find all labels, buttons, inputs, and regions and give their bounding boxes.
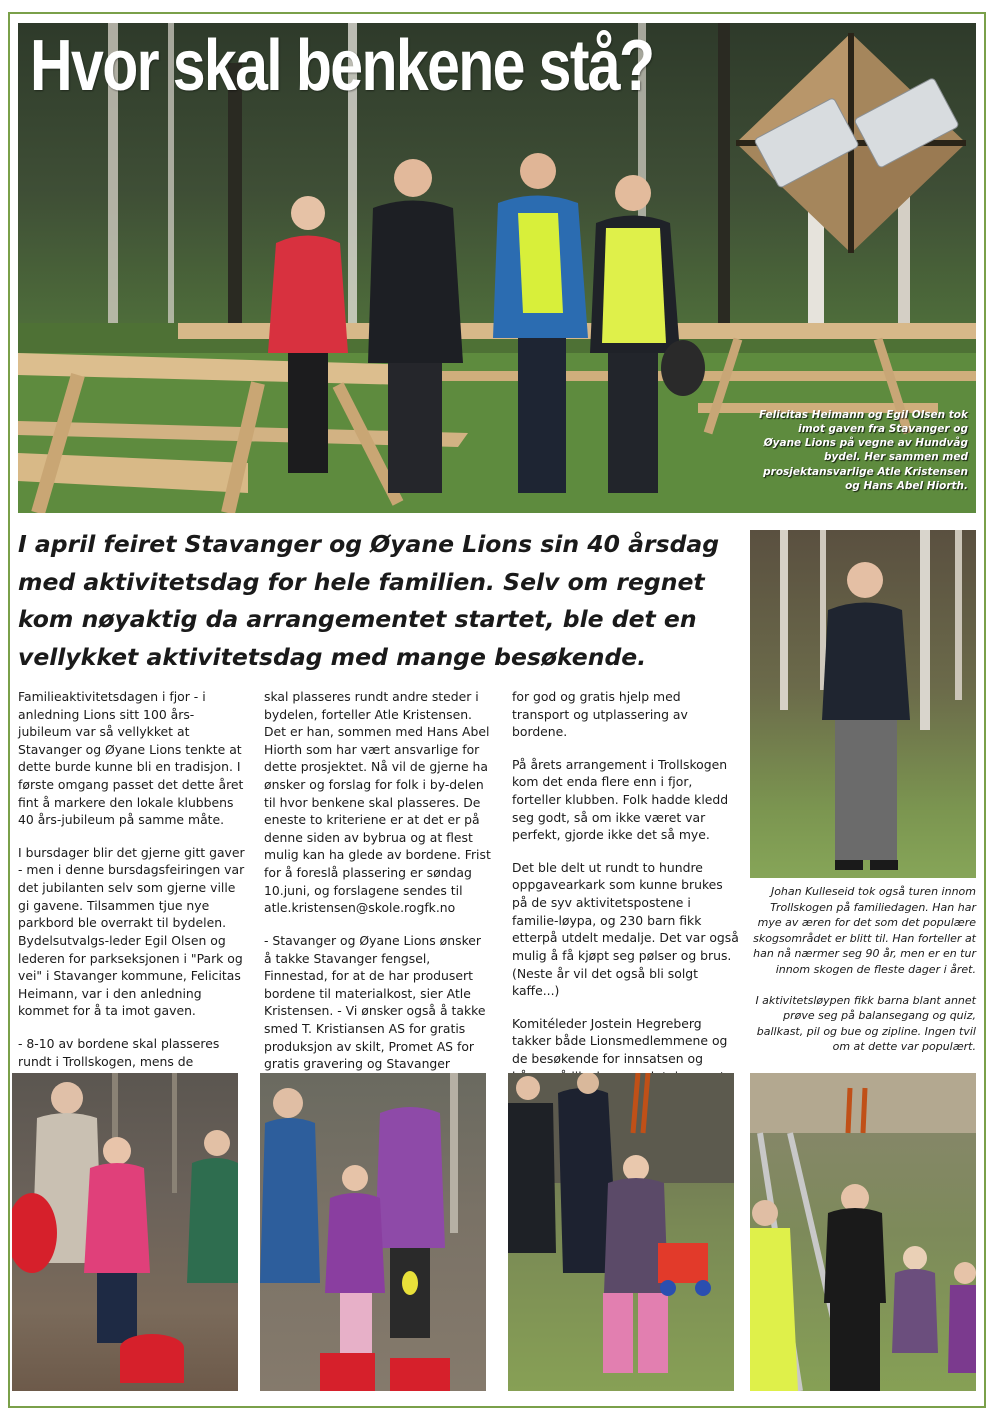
- side-caption-paragraph: I aktivitetsløypen fikk barna blant annet prøve seg på balansegang og quiz, ballkast, pil og bue og zipline. Ingen tvil om at dette var populært.: [755, 993, 976, 1054]
- photo-illustration: [12, 1073, 238, 1391]
- photo-children-beanbag-toss: [260, 1073, 486, 1391]
- side-caption: [752, 884, 976, 1070]
- body-column-2: [264, 688, 492, 1105]
- paragraph: for god og gratis hjelp med transport og utplassering av bordene.: [512, 689, 688, 740]
- hero-photo: [18, 23, 976, 513]
- paragraph: Det ble delt ut rundt to hundre oppgavearkark som kunne brukes på de syv aktivitetspostene i familie-løypa, og 230 barn fikk etterpå utdelt medalje. Det var også mulig å få kjøpt seg pølser og brus. (Neste år vil det også bli solgt kaffe...): [512, 859, 739, 999]
- photo-children-ball-throw: [12, 1073, 238, 1391]
- photo-child-zipline: [508, 1073, 734, 1391]
- paragraph: I bursdager blir det gjerne gitt gaver - men i denne bursdagsfeiringen var det jubilanten selv som gjerne ville gi gavene. Tilsammen tjue nye parkbord ble overrakt til bydelen. Bydelsutvalgs-leder Egil Olsen og lederen for parkseksjonen i "Park og vei" i Stavanger kommune, Felicitas Heimann, var i den anledning kommet for å ta imot gaven.: [18, 844, 245, 1019]
- photo-illustration: [260, 1073, 486, 1391]
- body-column-3: [512, 688, 740, 1118]
- side-photo-illustration: [750, 530, 976, 878]
- body-column-1: [18, 688, 246, 1103]
- paragraph: - Stavanger og Øyane Lions ønsker å takke Stavanger fengsel, Finnestad, for at de har produsert bordene til materialkost, sier Atle Kristensen. - Vi ønsker også å takke smed T. Kristiansen AS for gratis produksjon av skilt, Promet AS for gratis gravering og Stavanger: [264, 932, 486, 1072]
- photo-child-zipline-ladder: [750, 1073, 976, 1391]
- hero-caption: Felicitas Heimann og Egil Olsen tok imot gaven fra Stavanger og Øyane Lions på vegne av Hundvåg bydel. Her sammen med prosjektansvarlige Atle Kristensen og Hans Abel Hiorth.: [759, 408, 968, 492]
- paragraph: Komitéleder Jostein Hegreberg takker både Lionsmedlemmene og de besøkende for innsatsen og: [512, 1015, 728, 1066]
- side-caption-paragraph: Johan Kulleseid tok også turen innom Trollskogen på familiedagen. Han har mye av æren for det som det populære skogsområdet er blitt til. Han forteller at han nå nærmer seg 90 år, men er en tur innom skogen de fleste dager i året.: [753, 885, 976, 977]
- paragraph: Familieaktivitetsdagen i fjor - i anledning Lions sitt 100 års-jubileum var så vellykket at Stavanger og Øyane Lions tenkte at dette burde kunne bli en tradisjon. I første omgang passet det dette året fint å markere den lokale klubbens 40 års-jubileum på samme måte.: [18, 689, 244, 828]
- paragraph: - 8-10 av bordene skal plasseres rundt i Trollskogen, mens de: [18, 1035, 220, 1069]
- lead-paragraph: I april feiret Stavanger og Øyane Lions sin 40 årsdag med aktivitetsdag for hele familien. Selv om regnet kom nøyaktig da arrangementet startet, ble det en vellykket aktivitetsdag med mange besøkende.: [18, 530, 720, 671]
- photo-illustration: [508, 1073, 734, 1391]
- paragraph: På årets arrangement i Trollskogen kom det enda flere enn i fjor, forteller klubben. Folk hadde kledd seg godt, så om ikke været var perfekt, gjorde ikke det så mye.: [512, 756, 729, 843]
- side-photo-johan: [750, 530, 976, 878]
- photo-illustration: [750, 1073, 976, 1391]
- paragraph: skal plasseres rundt andre steder i bydelen, forteller Atle Kristensen. Det er han, sommen med Hans Abel Hiorth som har vært ansvarlige for dette prosjektet. Nå vil de gjerne ha ønsker og forslag for folk i by-delen til hvor benkene skal plasseres. De eneste to kriteriene er at det er på denne siden av bybrua og at flest mulig kan ha glede av bordene. Frist for å foreslå plassering er søndag 10.juni, og forslagene sendes til atle.kristensen@skole.rogfk.no: [264, 689, 491, 916]
- headline: Hvor skal benkene stå?: [30, 26, 654, 106]
- plaques-inset: [726, 23, 976, 263]
